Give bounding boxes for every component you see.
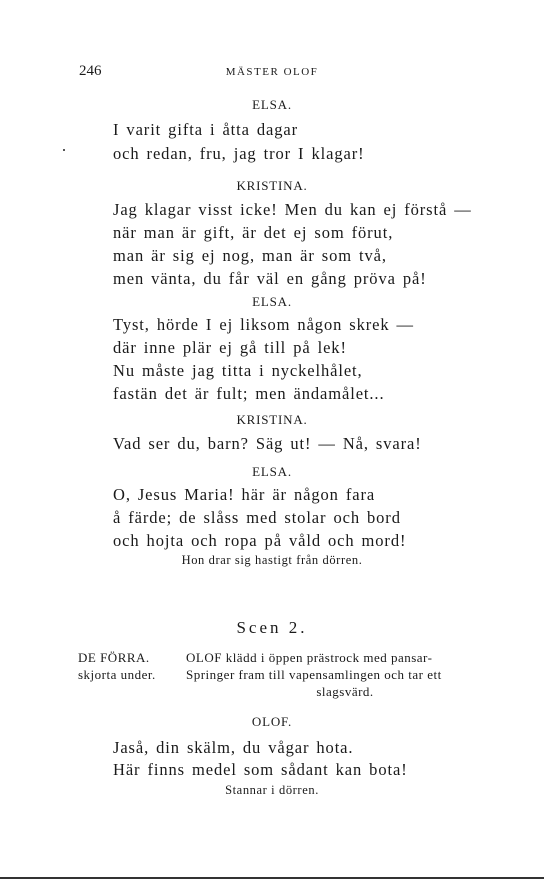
verse-line: och redan, fru, jag tror I klagar! — [113, 144, 365, 163]
verse-line: och hojta och ropa på våld och mord! — [113, 531, 407, 550]
verse-line: där inne plär ej gå till på lek! — [113, 338, 347, 357]
verse-line: I varit gifta i åtta dagar — [113, 120, 299, 139]
stage-direction: Hon drar sig hastigt från dörren. — [181, 553, 363, 567]
verse-line: Jaså, din skälm, du vågar hota. — [113, 738, 354, 757]
verse-line: Tyst, hörde I ej liksom någon skrek — — [113, 315, 414, 334]
verse-line: men vänta, du får väl en gång pröva på! — [113, 269, 427, 288]
stage-direction: Stannar i dörren. — [225, 783, 319, 797]
verse-line: Här finns medel som sådant kan bota! — [113, 760, 408, 779]
scene-characters: skjorta under. — [78, 667, 156, 682]
verse-line: när man är gift, är det ej som förut, — [113, 223, 394, 242]
scene-direction: slagsvärd. — [316, 684, 374, 699]
margin-speck — [63, 149, 65, 151]
speaker-label: ELSA. — [252, 464, 292, 479]
verse-line: Nu måste jag titta i nyckelhålet, — [113, 361, 363, 380]
speaker-label: ELSA. — [252, 294, 292, 309]
verse-line: fastän det är fult; men ändamålet... — [113, 384, 385, 403]
verse-line: Jag klagar visst icke! Men du kan ej förstå — — [113, 200, 472, 219]
speaker-label: KRISTINA. — [236, 178, 308, 193]
scene-direction: Springer fram till vapensamlingen och tar ett — [186, 667, 442, 682]
scene-heading: Scen 2. — [236, 618, 308, 637]
speaker-label: ELSA. — [252, 97, 292, 112]
verse-line: O, Jesus Maria! här är någon fara — [113, 485, 376, 504]
speaker-label: OLOF. — [251, 714, 293, 729]
verse-line: å färde; de slåss med stolar och bord — [113, 508, 401, 527]
scene-direction: OLOF klädd i öppen prästrock med pansar- — [186, 650, 433, 665]
page-number: 246 — [79, 63, 102, 79]
page-bottom-edge — [0, 877, 544, 879]
running-title: MÄSTER OLOF — [225, 66, 319, 78]
scene-characters: DE FÖRRA. — [78, 650, 150, 665]
verse-line: Vad ser du, barn? Säg ut! — Nå, svara! — [113, 434, 422, 453]
speaker-label: KRISTINA. — [236, 412, 308, 427]
verse-line: man är sig ej nog, man är som två, — [113, 246, 387, 265]
